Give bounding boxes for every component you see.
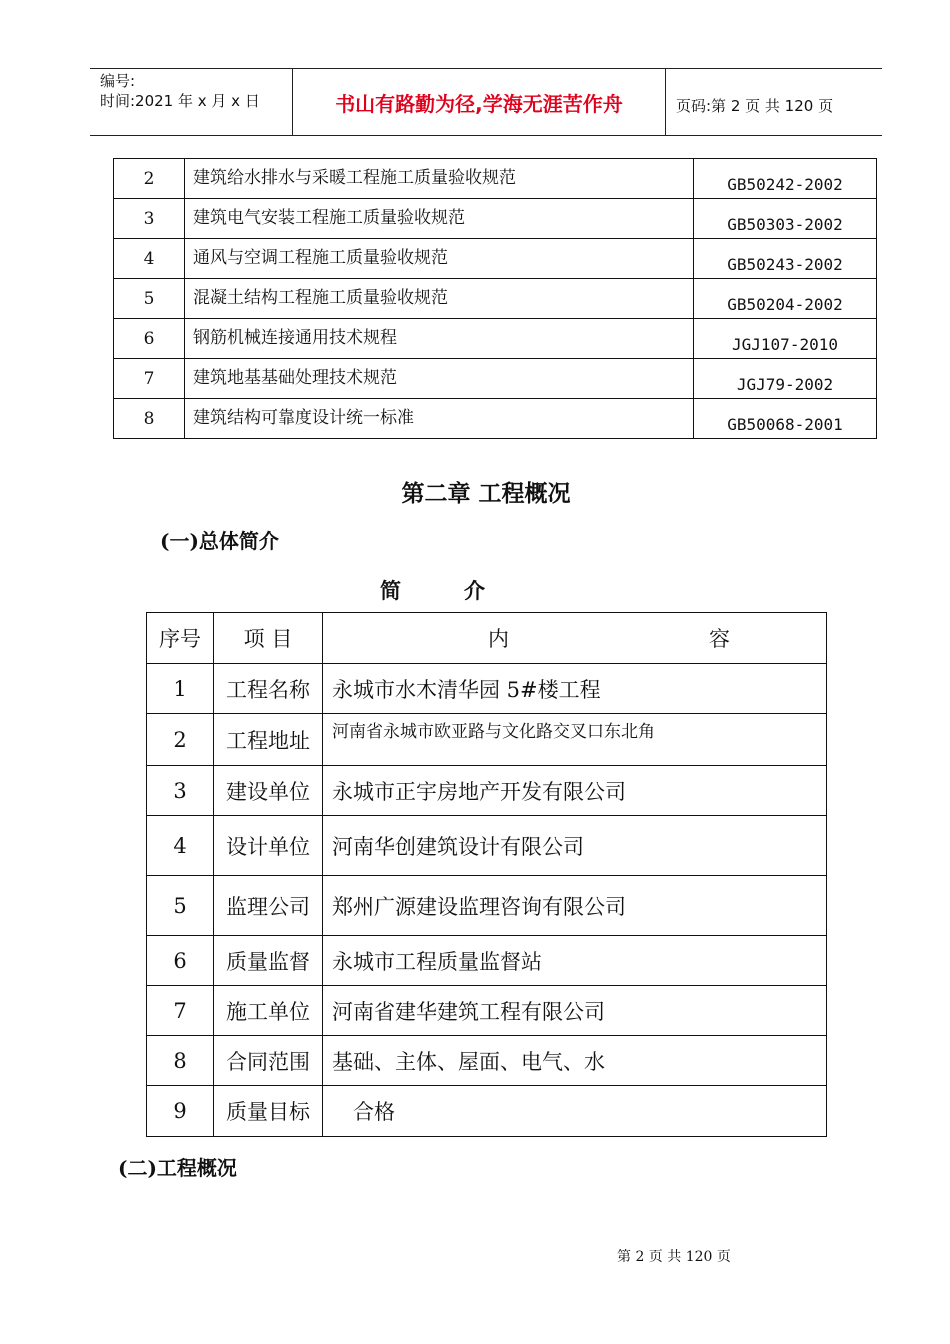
standards-table xyxy=(113,158,877,439)
standard-code: GB50068-2001 xyxy=(694,399,877,439)
header-motto: 书山有路勤为径,学海无涯苦作舟 xyxy=(335,92,623,116)
page-footer: 第 2 页 共 120 页 xyxy=(617,1249,731,1265)
row-no: 6 xyxy=(147,936,214,986)
table-header-row xyxy=(147,613,827,664)
header-time-label: 时间:2021 年 x 月 x 日 xyxy=(100,92,260,110)
section-title: (二)工程概况 xyxy=(118,1156,237,1180)
row-content: 河南华创建筑设计有限公司 xyxy=(323,816,827,876)
header-top-rule xyxy=(90,68,882,69)
table-row xyxy=(147,664,827,714)
row-item: 工程地址 xyxy=(214,714,323,766)
row-no: 5 xyxy=(147,876,214,936)
header-content-left: 内 xyxy=(488,627,509,651)
standard-code: GB50303-2002 xyxy=(694,199,877,239)
row-item: 合同范围 xyxy=(214,1036,323,1086)
standard-no: 7 xyxy=(114,359,185,399)
row-item: 质量监督 xyxy=(214,936,323,986)
row-item: 监理公司 xyxy=(214,876,323,936)
table-row xyxy=(114,239,877,279)
row-content: 河南省建华建筑工程有限公司 xyxy=(323,986,827,1036)
row-item: 施工单位 xyxy=(214,986,323,1036)
row-item: 设计单位 xyxy=(214,816,323,876)
row-item: 质量目标 xyxy=(214,1086,323,1137)
standard-no: 8 xyxy=(114,399,185,439)
standard-code: GB50204-2002 xyxy=(694,279,877,319)
table-row xyxy=(147,1036,827,1086)
row-no: 3 xyxy=(147,766,214,816)
intro-table xyxy=(146,612,827,1137)
table-row xyxy=(114,359,877,399)
row-content: 郑州广源建设监理咨询有限公司 xyxy=(323,876,827,936)
standard-name: 通风与空调工程施工质量验收规范 xyxy=(185,239,694,279)
table-row xyxy=(147,714,827,766)
standard-code: JGJ107-2010 xyxy=(694,319,877,359)
standard-no: 4 xyxy=(114,239,185,279)
row-no: 4 xyxy=(147,816,214,876)
table-row xyxy=(114,399,877,439)
chapter-title: 第二章 工程概况 xyxy=(401,480,571,507)
standard-code: GB50242-2002 xyxy=(694,159,877,199)
row-no: 2 xyxy=(147,714,214,766)
table-row xyxy=(147,1086,827,1137)
standard-name: 建筑地基基础处理技术规范 xyxy=(185,359,694,399)
standard-no: 3 xyxy=(114,199,185,239)
standard-code: JGJ79-2002 xyxy=(694,359,877,399)
row-content: 永城市水木清华园 5#楼工程 xyxy=(323,664,827,714)
header-content-right: 容 xyxy=(709,627,730,651)
standard-no: 5 xyxy=(114,279,185,319)
table-row xyxy=(147,986,827,1036)
section-title: (一)总体简介 xyxy=(160,529,279,553)
row-content: 永城市工程质量监督站 xyxy=(323,936,827,986)
standard-name: 混凝土结构工程施工质量验收规范 xyxy=(185,279,694,319)
standard-code: GB50243-2002 xyxy=(694,239,877,279)
row-item: 工程名称 xyxy=(214,664,323,714)
table-caption: 简 介 xyxy=(380,578,485,603)
row-no: 9 xyxy=(147,1086,214,1137)
row-no: 7 xyxy=(147,986,214,1036)
table-row xyxy=(114,319,877,359)
table-row xyxy=(147,766,827,816)
table-row xyxy=(147,816,827,876)
table-row xyxy=(114,199,877,239)
row-content: 永城市正宇房地产开发有限公司 xyxy=(323,766,827,816)
table-row xyxy=(114,279,877,319)
standard-name: 钢筋机械连接通用技术规程 xyxy=(185,319,694,359)
header-cell-item: 项 目 xyxy=(214,613,323,664)
header-divider xyxy=(665,68,666,136)
header-cell-no: 序号 xyxy=(147,613,214,664)
row-content: 基础、主体、屋面、电气、水 xyxy=(323,1036,827,1086)
header-number-label: 编号: xyxy=(100,72,136,90)
header-page-label: 页码:第 2 页 共 120 页 xyxy=(676,97,834,115)
standard-name: 建筑给水排水与采暖工程施工质量验收规范 xyxy=(185,159,694,199)
table-row xyxy=(147,876,827,936)
row-content: 河南省永城市欧亚路与文化路交叉口东北角 xyxy=(323,714,827,766)
standard-no: 6 xyxy=(114,319,185,359)
row-content: 合格 xyxy=(323,1086,827,1137)
table-row xyxy=(147,936,827,986)
table-row xyxy=(114,159,877,199)
row-no: 8 xyxy=(147,1036,214,1086)
row-no: 1 xyxy=(147,664,214,714)
row-item: 建设单位 xyxy=(214,766,323,816)
standard-name: 建筑结构可靠度设计统一标准 xyxy=(185,399,694,439)
standard-name: 建筑电气安装工程施工质量验收规范 xyxy=(185,199,694,239)
header-bottom-rule xyxy=(90,135,882,136)
header-cell-content xyxy=(323,613,827,664)
standard-no: 2 xyxy=(114,159,185,199)
